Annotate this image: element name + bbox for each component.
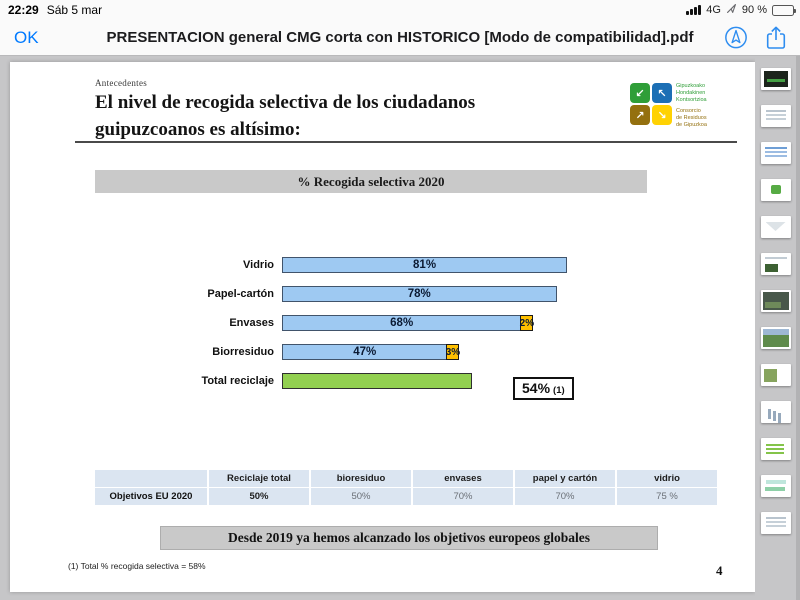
document-title: PRESENTACION general CMG corta con HISTORICO [Modo de compatibilidad].pdf — [106, 29, 694, 46]
chart-bar-track — [282, 344, 459, 360]
battery-icon — [772, 5, 794, 16]
chart-category-label: Envases — [229, 317, 274, 329]
table-col-header: envases — [413, 470, 513, 487]
slide-title: El nivel de recogida selectiva de los ciudadanos guipuzcoanos es altísimo: — [95, 92, 476, 140]
page-thumbnail[interactable] — [761, 364, 791, 386]
table-value: 75 % — [617, 488, 717, 505]
page-thumbnail[interactable] — [761, 179, 791, 201]
table-value: 50% — [311, 488, 411, 505]
chart-bar-track — [282, 257, 567, 273]
chart-bar-primary: 47% — [282, 344, 447, 360]
achievement-banner: Desde 2019 ya hemos alcanzado los objetivos europeos globales — [160, 526, 658, 550]
chart-row — [110, 344, 655, 360]
chart-category-label: Biorresiduo — [212, 346, 274, 358]
chart-category-label: Total reciclaje — [201, 375, 274, 387]
page-thumbnail[interactable] — [761, 401, 791, 423]
table-col-header: vidrio — [617, 470, 717, 487]
share-icon[interactable] — [764, 25, 788, 51]
table-corner-cell — [95, 470, 207, 487]
chart-bar-secondary: 2% — [520, 315, 533, 331]
page-thumbnail[interactable] — [761, 438, 791, 460]
chart-bar-primary: 81% — [282, 257, 567, 273]
objectives-table — [95, 470, 707, 505]
chart-category-label: Papel-cartón — [207, 288, 274, 300]
page-thumbnail[interactable] — [761, 105, 791, 127]
thumbnail-list — [755, 68, 796, 549]
cellular-signal-icon — [686, 5, 701, 15]
status-bar — [0, 0, 800, 20]
table-col-header: bioresiduo — [311, 470, 411, 487]
logo-text: Gipuzkoako Hondakinen Kontsortzioa Consorcio de Residuos de Gipuzkoa — [676, 83, 707, 128]
page-thumbnail[interactable] — [761, 68, 791, 90]
page-thumbnail[interactable] — [761, 290, 791, 312]
table-value: 50% — [209, 488, 309, 505]
page-thumbnail[interactable] — [761, 253, 791, 275]
footnote: (1) Total % recogida selectiva = 58% — [68, 561, 206, 571]
logo-arrow-brown-icon: ↗ — [630, 105, 650, 125]
chart-bar-primary: 78% — [282, 286, 557, 302]
status-date: Sáb 5 mar — [46, 3, 103, 17]
page-thumbnail[interactable] — [761, 216, 791, 238]
table-value: 70% — [515, 488, 615, 505]
page-thumbnail[interactable] — [761, 512, 791, 534]
page-number: 4 — [716, 563, 723, 578]
annotate-icon[interactable] — [724, 25, 748, 51]
chart-bar-track — [282, 315, 533, 331]
chart-row — [110, 315, 655, 331]
battery-percent-label: 90 % — [741, 4, 767, 16]
nav-bar — [0, 20, 800, 56]
chart-row — [110, 257, 655, 273]
slide-eyebrow: Antecedentes — [95, 78, 148, 88]
logo-arrow-green-icon: ↙ — [630, 83, 650, 103]
chart-bar-primary: 68% — [282, 315, 521, 331]
chart-category-label: Vidrio — [243, 259, 274, 271]
table-value: 70% — [413, 488, 513, 505]
chart-row — [110, 286, 655, 302]
consortium-logo — [630, 83, 707, 128]
logo-arrow-blue-icon: ↖ — [652, 83, 672, 103]
back-button[interactable]: OK — [14, 27, 39, 47]
status-time: 22:29 — [8, 3, 39, 17]
page-thumbnail[interactable] — [761, 327, 791, 349]
chart-bar-primary — [282, 373, 472, 389]
sidebar-scrollbar[interactable] — [796, 56, 800, 600]
pdf-page — [10, 62, 755, 592]
page-thumbnail[interactable] — [761, 475, 791, 497]
network-type-label: 4G — [706, 4, 721, 16]
thumbnail-sidebar — [755, 56, 800, 600]
logo-arrow-yellow-icon: ↘ — [652, 105, 672, 125]
chart-bar-track — [282, 286, 557, 302]
table-row-header: Objetivos EU 2020 — [95, 488, 207, 505]
page-thumbnail[interactable] — [761, 142, 791, 164]
table-col-header: Reciclaje total — [209, 470, 309, 487]
total-callout-box: 54% (1) — [513, 377, 574, 400]
chart-title-bar: % Recogida selectiva 2020 — [95, 170, 647, 193]
chart-bar-secondary: 3% — [446, 344, 459, 360]
title-underline — [75, 141, 737, 143]
location-arrow-icon — [726, 3, 737, 17]
table-col-header: papel y cartón — [515, 470, 615, 487]
chart-bar-track — [282, 373, 472, 389]
